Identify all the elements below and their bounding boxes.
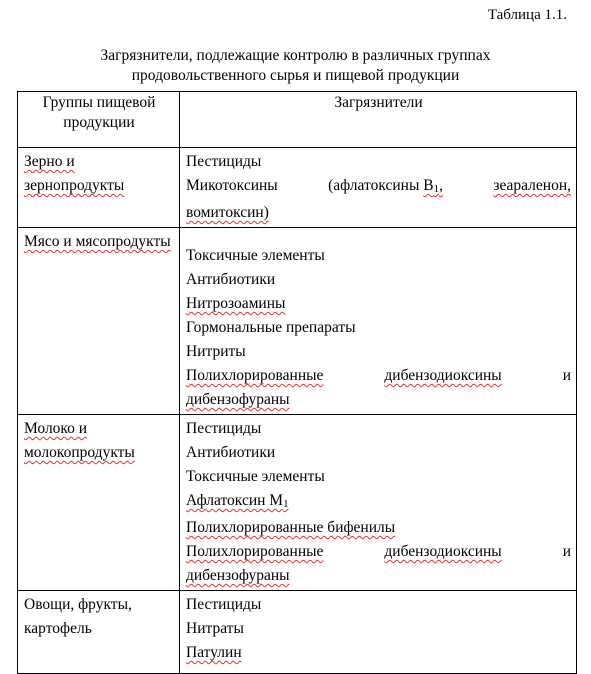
zearalenone-word: зеараленон,	[493, 177, 571, 194]
contaminants-cell-meat	[180, 228, 577, 415]
table-row	[18, 415, 577, 591]
list-item: Антибиотики	[186, 444, 276, 461]
list-item: Нитрозоамины	[186, 295, 286, 312]
table-caption: Таблица 1.1.	[487, 7, 567, 23]
group-label: Мясо и мясопродукты	[24, 233, 171, 250]
aflatoxins-group: (афлатоксины $B_1$,	[328, 177, 443, 195]
contaminants-cell-grain	[180, 148, 577, 228]
list-item: Полихлорированные дибензодиоксины и	[186, 367, 571, 384]
table-row	[18, 228, 577, 415]
list-item: Нитраты	[186, 620, 244, 637]
contaminants-cell-veg	[180, 591, 577, 674]
table-header-row	[18, 92, 577, 148]
list-item: Пестициды	[186, 153, 262, 170]
header-contaminants: Загрязнители	[180, 92, 577, 148]
list-item: Пестициды	[186, 596, 262, 613]
table-row	[18, 591, 577, 674]
list-item: Полихлорированные бифенилы	[186, 519, 396, 536]
contaminants-table	[17, 91, 577, 674]
group-label: Овощи, фрукты, картофель	[24, 596, 132, 637]
mycotoxins-word: Микотоксины	[186, 177, 278, 194]
group-cell-veg	[18, 591, 180, 674]
list-item: Антибиотики	[186, 271, 276, 288]
list-item: дибензофураны	[186, 391, 290, 408]
list-item: Пестициды	[186, 420, 262, 437]
list-item: Патулин	[186, 644, 242, 661]
list-item: Токсичные элементы	[186, 247, 325, 264]
group-cell-grain	[18, 148, 180, 228]
contaminants-cell-milk	[180, 415, 577, 591]
table-row	[18, 148, 577, 228]
group-cell-milk	[18, 415, 180, 591]
list-item: Токсичные элементы	[186, 468, 325, 485]
group-label: Молоко и молокопродукты	[24, 420, 135, 461]
list-item	[186, 174, 571, 201]
list-item: дибензофураны	[186, 567, 290, 584]
group-cell-meat	[18, 228, 180, 415]
list-item: Гормональные препараты	[186, 319, 356, 336]
list-item: Нитриты	[186, 343, 246, 360]
table-title	[0, 46, 591, 86]
list-item: Полихлорированные дибензодиоксины и	[186, 543, 571, 560]
list-item: вомитоксин)	[186, 204, 269, 221]
title-line-1: Загрязнители, подлежащие контролю в различных группах	[100, 47, 491, 64]
aflatoxin-b1: $B_1$,	[423, 177, 443, 195]
title-line-2: продовольственного сырья и пищевой продукции	[131, 67, 460, 84]
list-item: Афлатоксин $М_1$	[186, 492, 289, 510]
group-label: Зерно и зернопродукты	[24, 153, 125, 194]
header-food-groups: Группы пищевой продукции	[18, 92, 180, 148]
